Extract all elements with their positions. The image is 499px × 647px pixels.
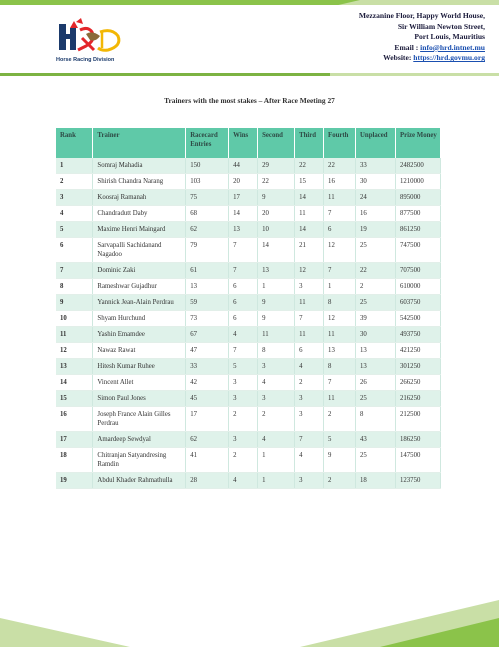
cell-third: 6 (295, 343, 324, 359)
address-line-2: Sir William Newton Street, (397, 21, 485, 31)
table-body (56, 158, 441, 489)
cell-third: 11 (295, 295, 324, 311)
cell-third: 3 (295, 473, 324, 489)
cell-rank: 7 (56, 263, 93, 279)
cell-wins: 7 (229, 238, 258, 263)
cell-fourth: 8 (324, 359, 356, 375)
cell-unplaced: 25 (356, 391, 396, 407)
cell-prize-money: 603750 (395, 295, 440, 311)
cell-unplaced: 13 (356, 359, 396, 375)
cell-unplaced: 25 (356, 295, 396, 311)
table-row (56, 473, 441, 489)
cell-racecard-entries: 17 (186, 407, 229, 432)
cell-trainer: Maxime Henri Maingard (93, 222, 186, 238)
cell-fourth: 5 (324, 432, 356, 448)
cell-prize-money: 707500 (395, 263, 440, 279)
top-decor-band (0, 0, 499, 8)
email-link[interactable]: info@hrd.intnet.mu (420, 42, 485, 52)
cell-rank: 6 (56, 238, 93, 263)
table-row (56, 327, 441, 343)
cell-third: 21 (295, 238, 324, 263)
cell-prize-money: 493750 (395, 327, 440, 343)
cell-rank: 17 (56, 432, 93, 448)
cell-second: 1 (258, 279, 295, 295)
cell-rank: 9 (56, 295, 93, 311)
column-header-racecard-entries: Racecard Entries (186, 128, 229, 158)
contact-address-block (359, 11, 485, 64)
cell-second: 11 (258, 327, 295, 343)
cell-fourth: 2 (324, 407, 356, 432)
header-divider (0, 73, 499, 76)
table-row (56, 343, 441, 359)
cell-prize-money: 877500 (395, 206, 440, 222)
email-line (359, 43, 485, 54)
email-label: Email : (394, 42, 421, 52)
cell-racecard-entries: 62 (186, 222, 229, 238)
column-header-wins: Wins (229, 128, 258, 158)
cell-rank: 4 (56, 206, 93, 222)
cell-wins: 2 (229, 407, 258, 432)
cell-trainer: Nawaz Rawat (93, 343, 186, 359)
cell-unplaced: 16 (356, 206, 396, 222)
cell-unplaced: 43 (356, 432, 396, 448)
cell-prize-money: 610000 (395, 279, 440, 295)
cell-unplaced: 33 (356, 158, 396, 174)
cell-rank: 19 (56, 473, 93, 489)
cell-unplaced: 26 (356, 375, 396, 391)
table-row (56, 295, 441, 311)
cell-rank: 13 (56, 359, 93, 375)
address-line-1: Mezzanine Floor, Happy World House, (358, 11, 485, 20)
cell-racecard-entries: 61 (186, 263, 229, 279)
cell-rank: 12 (56, 343, 93, 359)
cell-second: 1 (258, 448, 295, 473)
cell-rank: 1 (56, 158, 93, 174)
website-link[interactable]: https://hrd.govmu.org (413, 53, 485, 63)
table-row (56, 174, 441, 190)
cell-unplaced: 13 (356, 343, 396, 359)
cell-racecard-entries: 62 (186, 432, 229, 448)
cell-racecard-entries: 150 (186, 158, 229, 174)
cell-rank: 5 (56, 222, 93, 238)
cell-unplaced: 30 (356, 327, 396, 343)
cell-racecard-entries: 41 (186, 448, 229, 473)
cell-unplaced: 25 (356, 238, 396, 263)
cell-unplaced: 19 (356, 222, 396, 238)
cell-unplaced: 39 (356, 311, 396, 327)
cell-prize-money: 747500 (395, 238, 440, 263)
cell-wins: 3 (229, 375, 258, 391)
cell-trainer: Joseph France Alain Gilles Perdrau (93, 407, 186, 432)
cell-fourth: 9 (324, 448, 356, 473)
table-row (56, 448, 441, 473)
cell-second: 14 (258, 238, 295, 263)
table-row (56, 238, 441, 263)
cell-prize-money: 1210000 (395, 174, 440, 190)
cell-trainer: Chitranjan Satyandresing Ramdin (93, 448, 186, 473)
cell-fourth: 11 (324, 391, 356, 407)
cell-second: 13 (258, 263, 295, 279)
cell-third: 15 (295, 174, 324, 190)
cell-third: 11 (295, 206, 324, 222)
cell-third: 2 (295, 375, 324, 391)
cell-second: 9 (258, 295, 295, 311)
cell-racecard-entries: 68 (186, 206, 229, 222)
cell-rank: 3 (56, 190, 93, 206)
cell-fourth: 12 (324, 238, 356, 263)
document-title: Trainers with the most stakes – After Race Meeting 27 (164, 96, 335, 105)
cell-racecard-entries: 103 (186, 174, 229, 190)
cell-prize-money: 861250 (395, 222, 440, 238)
cell-wins: 3 (229, 391, 258, 407)
cell-second: 9 (258, 190, 295, 206)
cell-rank: 8 (56, 279, 93, 295)
cell-wins: 7 (229, 343, 258, 359)
cell-third: 22 (295, 158, 324, 174)
column-header-trainer: Trainer (93, 128, 186, 158)
cell-second: 29 (258, 158, 295, 174)
cell-third: 3 (295, 279, 324, 295)
cell-prize-money: 147500 (395, 448, 440, 473)
cell-second: 3 (258, 391, 295, 407)
logo-caption: Horse Racing Division (56, 57, 115, 63)
cell-second: 10 (258, 222, 295, 238)
cell-prize-money: 123750 (395, 473, 440, 489)
cell-fourth: 7 (324, 206, 356, 222)
cell-wins: 14 (229, 206, 258, 222)
cell-fourth: 13 (324, 343, 356, 359)
cell-trainer: Simon Paul Jones (93, 391, 186, 407)
table-row (56, 222, 441, 238)
cell-trainer: Yashin Emamdee (93, 327, 186, 343)
cell-wins: 44 (229, 158, 258, 174)
cell-second: 9 (258, 311, 295, 327)
cell-prize-money: 301250 (395, 359, 440, 375)
cell-rank: 10 (56, 311, 93, 327)
cell-wins: 13 (229, 222, 258, 238)
cell-trainer: Yannick Jean-Alain Perdrau (93, 295, 186, 311)
table-row (56, 279, 441, 295)
cell-trainer: Sarvapalli Sachidanand Nagadoo (93, 238, 186, 263)
cell-racecard-entries: 67 (186, 327, 229, 343)
cell-second: 8 (258, 343, 295, 359)
cell-third: 7 (295, 432, 324, 448)
cell-trainer: Dominic Zaki (93, 263, 186, 279)
cell-racecard-entries: 13 (186, 279, 229, 295)
cell-trainer: Shyam Hurchund (93, 311, 186, 327)
cell-third: 14 (295, 222, 324, 238)
column-header-prize-money: Prize Money (395, 128, 440, 158)
cell-fourth: 16 (324, 174, 356, 190)
cell-third: 3 (295, 391, 324, 407)
cell-rank: 18 (56, 448, 93, 473)
cell-trainer: Shirish Chandra Narang (93, 174, 186, 190)
cell-fourth: 8 (324, 295, 356, 311)
cell-second: 1 (258, 473, 295, 489)
cell-unplaced: 30 (356, 174, 396, 190)
table-row (56, 158, 441, 174)
table-row (56, 263, 441, 279)
cell-unplaced: 18 (356, 473, 396, 489)
cell-unplaced: 8 (356, 407, 396, 432)
column-header-second: Second (258, 128, 295, 158)
cell-prize-money: 421250 (395, 343, 440, 359)
cell-fourth: 7 (324, 263, 356, 279)
cell-wins: 2 (229, 448, 258, 473)
cell-trainer: Koosraj Ramanah (93, 190, 186, 206)
cell-trainer: Rameshwar Gujadhur (93, 279, 186, 295)
cell-rank: 16 (56, 407, 93, 432)
cell-racecard-entries: 59 (186, 295, 229, 311)
cell-unplaced: 25 (356, 448, 396, 473)
column-header-third: Third (295, 128, 324, 158)
cell-trainer: Chandradutt Daby (93, 206, 186, 222)
cell-third: 7 (295, 311, 324, 327)
cell-racecard-entries: 33 (186, 359, 229, 375)
cell-second: 20 (258, 206, 295, 222)
cell-racecard-entries: 47 (186, 343, 229, 359)
cell-racecard-entries: 45 (186, 391, 229, 407)
cell-trainer: Somraj Mahadia (93, 158, 186, 174)
cell-third: 3 (295, 407, 324, 432)
cell-fourth: 1 (324, 279, 356, 295)
cell-wins: 6 (229, 311, 258, 327)
cell-trainer: Hitesh Kumar Ruhee (93, 359, 186, 375)
table-row (56, 391, 441, 407)
cell-third: 11 (295, 327, 324, 343)
cell-second: 3 (258, 359, 295, 375)
table-row (56, 407, 441, 432)
cell-third: 4 (295, 359, 324, 375)
cell-trainer: Amardeep Sewdyal (93, 432, 186, 448)
cell-wins: 20 (229, 174, 258, 190)
cell-second: 2 (258, 407, 295, 432)
cell-prize-money: 186250 (395, 432, 440, 448)
column-header-rank: Rank (56, 128, 93, 158)
cell-racecard-entries: 75 (186, 190, 229, 206)
bottom-decor-band (0, 600, 499, 647)
cell-fourth: 22 (324, 158, 356, 174)
cell-wins: 7 (229, 263, 258, 279)
cell-racecard-entries: 79 (186, 238, 229, 263)
table-row (56, 206, 441, 222)
cell-trainer: Vincent Allet (93, 375, 186, 391)
cell-fourth: 6 (324, 222, 356, 238)
cell-second: 22 (258, 174, 295, 190)
cell-wins: 5 (229, 359, 258, 375)
cell-fourth: 7 (324, 375, 356, 391)
cell-rank: 14 (56, 375, 93, 391)
cell-second: 4 (258, 375, 295, 391)
cell-third: 4 (295, 448, 324, 473)
cell-racecard-entries: 28 (186, 473, 229, 489)
table-row (56, 190, 441, 206)
cell-unplaced: 24 (356, 190, 396, 206)
cell-third: 12 (295, 263, 324, 279)
cell-racecard-entries: 42 (186, 375, 229, 391)
cell-rank: 2 (56, 174, 93, 190)
cell-fourth: 11 (324, 190, 356, 206)
cell-prize-money: 212500 (395, 407, 440, 432)
cell-wins: 6 (229, 295, 258, 311)
cell-wins: 4 (229, 327, 258, 343)
table-row (56, 375, 441, 391)
table-row (56, 311, 441, 327)
website-line (359, 53, 485, 64)
cell-prize-money: 895000 (395, 190, 440, 206)
cell-wins: 6 (229, 279, 258, 295)
cell-prize-money: 2482500 (395, 158, 440, 174)
cell-fourth: 2 (324, 473, 356, 489)
cell-fourth: 12 (324, 311, 356, 327)
cell-third: 14 (295, 190, 324, 206)
cell-second: 4 (258, 432, 295, 448)
cell-rank: 15 (56, 391, 93, 407)
cell-wins: 17 (229, 190, 258, 206)
cell-prize-money: 266250 (395, 375, 440, 391)
column-header-unplaced: Unplaced (356, 128, 396, 158)
table-header-row (56, 128, 441, 158)
cell-prize-money: 216250 (395, 391, 440, 407)
cell-unplaced: 2 (356, 279, 396, 295)
cell-fourth: 11 (324, 327, 356, 343)
website-label: Website: (383, 53, 414, 63)
cell-wins: 3 (229, 432, 258, 448)
column-header-fourth: Fourth (324, 128, 356, 158)
trainers-stakes-table (56, 128, 441, 489)
table-row (56, 432, 441, 448)
table-row (56, 359, 441, 375)
cell-prize-money: 542500 (395, 311, 440, 327)
cell-trainer: Abdul Khader Rahmathulla (93, 473, 186, 489)
cell-rank: 11 (56, 327, 93, 343)
address-line-3: Port Louis, Mauritius (414, 32, 485, 42)
cell-racecard-entries: 73 (186, 311, 229, 327)
cell-wins: 4 (229, 473, 258, 489)
cell-unplaced: 22 (356, 263, 396, 279)
